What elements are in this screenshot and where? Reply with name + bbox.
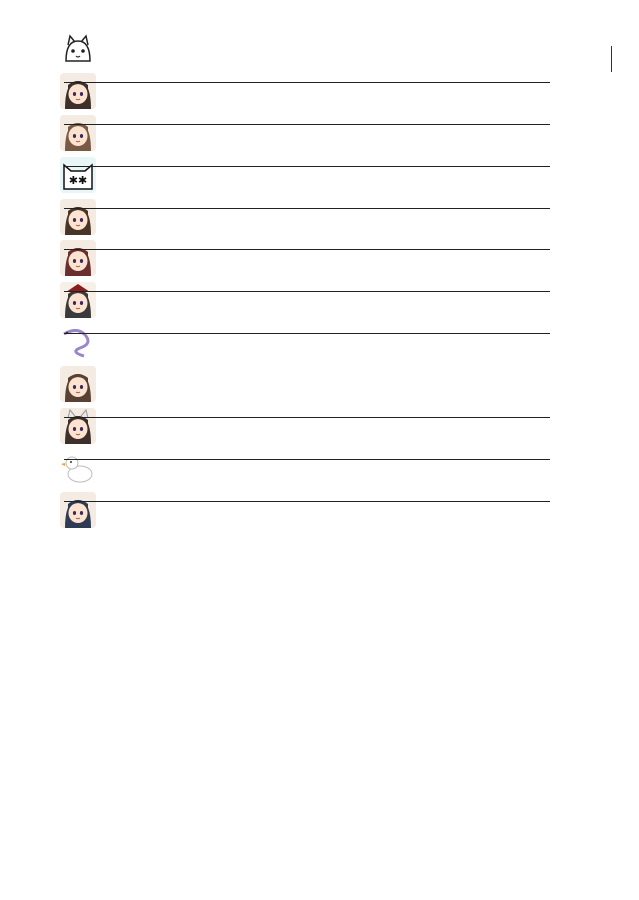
comment-line xyxy=(58,249,550,250)
comment-line xyxy=(58,166,550,167)
svg-text:✱✱: ✱✱ xyxy=(68,173,88,187)
pirate-avatar-icon xyxy=(60,282,96,318)
leader-line xyxy=(64,208,550,209)
white-cat-icon xyxy=(60,31,96,67)
toc-entry[interactable] xyxy=(58,71,588,113)
leader-line xyxy=(64,166,550,167)
leader-line xyxy=(64,82,550,83)
toc-entry[interactable] xyxy=(58,238,588,280)
avatar-icon xyxy=(60,240,96,276)
toc-entry[interactable] xyxy=(58,197,588,239)
table-of-contents xyxy=(58,29,588,532)
leader-line xyxy=(64,459,550,460)
comment-line xyxy=(58,333,550,334)
leader-line xyxy=(64,417,550,418)
side-title xyxy=(601,40,621,190)
avatar-icon xyxy=(60,492,96,528)
comment-line xyxy=(58,82,550,83)
leader-line xyxy=(64,124,550,125)
cat-avatar-icon xyxy=(60,408,96,444)
toc-entry[interactable] xyxy=(58,280,588,322)
leader-line xyxy=(64,291,550,292)
leader-line xyxy=(64,249,550,250)
comment-line xyxy=(58,417,550,418)
toc-entry[interactable] xyxy=(58,322,588,364)
leader-line xyxy=(64,501,550,502)
comment-line xyxy=(58,501,550,502)
toc-entry[interactable] xyxy=(58,364,588,406)
duck-icon xyxy=(60,450,96,486)
side-divider xyxy=(611,46,612,72)
avatar-icon xyxy=(60,366,96,402)
avatar-icon xyxy=(60,73,96,109)
comment-line xyxy=(58,459,550,460)
cat-icon xyxy=(60,157,96,193)
comment-line xyxy=(58,291,550,292)
toc-entry[interactable] xyxy=(58,29,588,71)
toc-entry[interactable] xyxy=(58,155,588,197)
toc-entry[interactable] xyxy=(58,406,588,448)
comment-line xyxy=(58,208,550,209)
avatar-icon xyxy=(60,115,96,151)
leader-line xyxy=(64,333,550,334)
toc-entry[interactable] xyxy=(58,448,588,490)
toc-entry[interactable] xyxy=(58,113,588,155)
comment-line xyxy=(58,124,550,125)
avatar-icon xyxy=(60,199,96,235)
snake-icon xyxy=(60,324,96,360)
toc-entry[interactable] xyxy=(58,490,588,532)
